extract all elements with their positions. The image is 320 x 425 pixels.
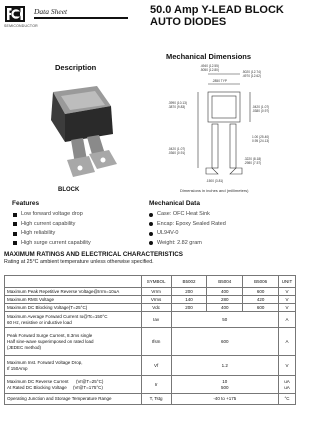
symbol-cell: T, Tstg [141, 394, 171, 405]
svg-text:.5050 (12.80): .5050 (12.80) [200, 68, 219, 72]
ratings-table [4, 275, 296, 405]
list-item: Low forward voltage drop [13, 210, 91, 220]
description-heading: Description [55, 63, 97, 72]
param-cell: Maximum DC Blocking Voltage(T=25°C) [5, 304, 142, 312]
svg-text:.4940 (12.55): .4940 (12.55) [200, 64, 219, 68]
column-header: SYMBOL [141, 276, 171, 288]
symbol-cell: Vdc [141, 304, 171, 312]
svg-text:.3870 (9.83): .3870 (9.83) [168, 105, 186, 109]
value-cell: 50 [171, 312, 278, 328]
ratings-subheading: Rating at 25°C ambient temperature unless otherwise specified. [4, 259, 154, 265]
unit-cell [278, 376, 295, 394]
param-line: Peak Forward Surge Current, 8.3ms single [7, 332, 93, 338]
header-rule [34, 17, 128, 19]
list-item: UL94V-0 [149, 229, 226, 239]
list-item: High surge current capability [13, 239, 91, 249]
round-bullet-icon [149, 241, 153, 245]
value-cell: -40 to +175 [171, 394, 278, 405]
part-label: BLOCK [58, 187, 80, 193]
table-row [5, 296, 296, 304]
param-line: At Rated DC Blocking Voltage (Vr@T=175°C) [7, 384, 103, 390]
param-line: Half sine-wave superimposed on rated load [7, 338, 94, 344]
unit-line: uA [284, 384, 290, 390]
svg-text:.3220 (8.18): .3220 (8.18) [244, 157, 262, 161]
unit-line: uA [284, 378, 290, 384]
svg-text:.1500 (3.81): .1500 (3.81) [206, 179, 224, 183]
value-cell: 200 [171, 288, 207, 296]
value-cell: 200 [171, 304, 207, 312]
value-line: 500 [221, 384, 229, 390]
list-item: Encap: Epoxy Sealed Rated [149, 220, 226, 230]
table-row [5, 394, 296, 405]
mechanical-heading: Mechanical Dimensions [166, 52, 252, 61]
param-line: (JEDEC method) [7, 344, 42, 350]
param-cell [5, 356, 142, 376]
column-header: B5004 [207, 276, 243, 288]
unit-cell: A [278, 328, 295, 356]
value-cell: 280 [207, 296, 243, 304]
data-sheet-label: Data Sheet [34, 7, 68, 16]
square-bullet-icon [13, 232, 17, 236]
page-title [150, 5, 298, 28]
square-bullet-icon [13, 241, 17, 245]
symbol-cell: Ifsm [141, 328, 171, 356]
unit-cell: V [278, 296, 295, 304]
block-diode-photo [25, 80, 135, 185]
unit-cell: V [278, 288, 295, 296]
value-cell: 400 [207, 288, 243, 296]
table-row [5, 376, 296, 394]
mechanical-drawing [168, 64, 293, 186]
symbol-cell: Iav [141, 312, 171, 328]
list-item: High current capability [13, 220, 91, 230]
unit-cell: V [278, 356, 295, 376]
features-list [13, 210, 91, 248]
list-item: Weight: 2.82 gram [149, 239, 226, 249]
column-header: UNIT [278, 276, 295, 288]
round-bullet-icon [149, 213, 153, 217]
table-row [5, 312, 296, 328]
unit-cell: A [278, 312, 295, 328]
features-heading: Features [12, 200, 40, 207]
svg-text:.4970 (12.62): .4970 (12.62) [242, 74, 261, 78]
svg-text:.2850 TYP: .2850 TYP [212, 79, 228, 83]
param-cell [5, 376, 142, 394]
mechanical-data-heading: Mechanical Data [149, 200, 200, 207]
table-row [5, 304, 296, 312]
param-cell [5, 312, 142, 328]
square-bullet-icon [13, 222, 17, 226]
param-line: Maximum Inst. Forward Voltage Drop, [7, 359, 83, 365]
ratings-heading: MAXIMUM RATINGS AND ELECTRICAL CHARACTERISTICS [4, 251, 183, 258]
value-cell: 140 [171, 296, 207, 304]
param-line: 60 Hz, resistive or inductive load [7, 319, 72, 325]
value-cell: 600 [243, 288, 279, 296]
value-cell: 600 [243, 304, 279, 312]
svg-text:.2980 (7.57): .2980 (7.57) [244, 161, 262, 165]
param-cell [5, 328, 142, 356]
svg-text:.0360 (0.91): .0360 (0.91) [168, 151, 186, 155]
round-bullet-icon [149, 232, 153, 236]
column-header: B5002 [171, 276, 207, 288]
svg-text:.3990 (10.13): .3990 (10.13) [168, 101, 187, 105]
param-cell: Maximum Peak Repetitive Reverse Voltage@Irrm=10uA [5, 288, 142, 296]
svg-text:.5020 (12.74): .5020 (12.74) [242, 70, 261, 74]
table-row [5, 288, 296, 296]
table-header-row [5, 276, 296, 288]
svg-text:.0380 (0.97): .0380 (0.97) [252, 109, 270, 113]
column-header: B5006 [243, 276, 279, 288]
param-line: If 150Amp [7, 365, 28, 371]
svg-text:0.95 (24.13): 0.95 (24.13) [252, 139, 270, 143]
param-line: Maximum Average Forward Current Io@Tc=150°C [7, 313, 108, 319]
value-cell: 600 [171, 328, 278, 356]
list-item: Case: OFC Heat Sink [149, 210, 226, 220]
table-row [5, 328, 296, 356]
square-bullet-icon [13, 213, 17, 217]
svg-text:1.00 (25.40): 1.00 (25.40) [252, 135, 270, 139]
table-cell [5, 276, 142, 288]
unit-cell: °C [278, 394, 295, 405]
list-item: High reliability [13, 229, 91, 239]
mechanical-data-list [149, 210, 226, 248]
company-subtitle: SEMICONDUCTOR [4, 24, 38, 28]
svg-text:.0420 (1.07): .0420 (1.07) [252, 105, 270, 109]
symbol-cell: Vf [141, 356, 171, 376]
unit-cell: V [278, 304, 295, 312]
table-row [5, 356, 296, 376]
value-cell [171, 376, 278, 394]
symbol-cell: Ir [141, 376, 171, 394]
company-logo [5, 6, 25, 22]
svg-text:.0420 (1.07): .0420 (1.07) [168, 147, 186, 151]
title-line-2: AUTO DIODES [150, 15, 227, 28]
title-line-1: 50.0 Amp Y-LEAD BLOCK [150, 4, 284, 16]
symbol-cell: Vrms [141, 296, 171, 304]
param-line: Maximum DC Reverse Current (Vr@T=25°C) [7, 378, 104, 384]
value-cell: 1.2 [171, 356, 278, 376]
param-cell: Operating Junction and Storage Temperature Range [5, 394, 142, 405]
dimensions-note: Dimensions in inches and (millimeters) [180, 188, 249, 193]
param-cell: Maximum RMS Voltage [5, 296, 142, 304]
value-cell: 420 [243, 296, 279, 304]
value-line: 10 [222, 378, 228, 384]
value-cell: 400 [207, 304, 243, 312]
symbol-cell: Vrrm [141, 288, 171, 296]
round-bullet-icon [149, 222, 153, 226]
